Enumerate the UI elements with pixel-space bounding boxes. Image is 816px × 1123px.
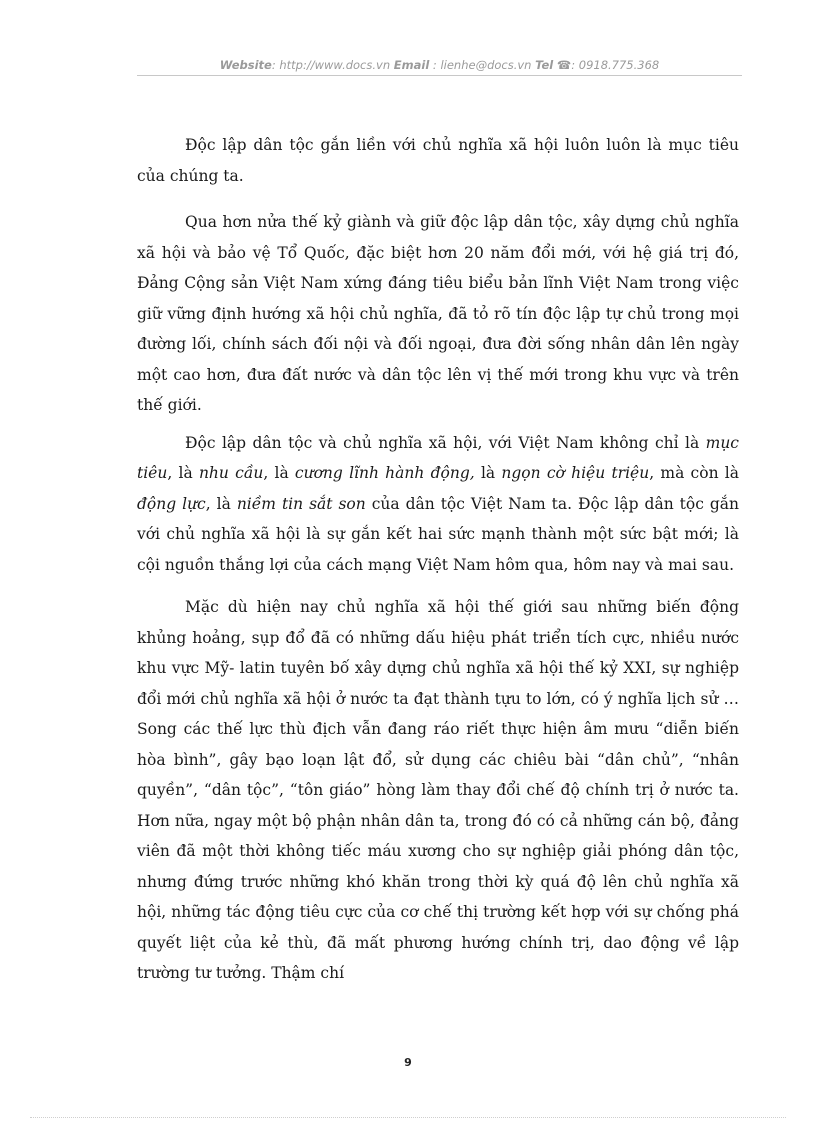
website-url[interactable]: : http://www.docs.vn <box>271 58 394 72</box>
email-label: Email <box>393 58 430 72</box>
p3-text-5: , mà còn là <box>649 464 739 482</box>
paragraph-4: Mặc dù hiện nay chủ nghĩa xã hội thế giới sau những biến động khủng hoảng, sụp đổ đã có những dấu hiệu phát triển tích cực, nhiều nước khu vực Mỹ- latin tuyên bố xây dựng chủ nghĩa xã hội thế kỷ XXI, sự nghiệp đổi mới chủ nghĩa xã hội ở nước ta đạt thành tựu to lớn, có ý nghĩa lịch sử … Song các thế lực thù địch vẫn đang ráo riết thực hiện âm mưu “diễn biến hòa bình”, gây bạo loạn lật đổ, sử dụng các chiêu bài “dân chủ”, “nhân quyền”, “dân tộc”, “tôn giáo” hòng làm thay đổi chế độ chính trị ở nước ta. Hơn nữa, ngay một bộ phận nhân dân ta, trong đó có cả những cán bộ, đảng viên đã một thời không tiếc máu xương cho sự nghiệp giải phóng dân tộc, nhưng đứng trước những khó khăn trong thời kỳ quá độ lên chủ nghĩa xã hội, những tác động tiêu cực của cơ chế thị trường kết hợp với sự chống phá quyết liệt của kẻ thù, đã mất phương hướng chính trị, dao động về lập trường tư tưởng. Thậm chí <box>137 598 739 982</box>
p3-italic-ngon-co: ngọn cờ hiệu triệu <box>501 464 650 482</box>
tel-number: : 0918.775.368 <box>571 58 660 72</box>
p3-text-6: , là <box>205 494 237 513</box>
p3-italic-muc-tieu: mục tiêu <box>137 433 739 482</box>
paragraph-3 <box>137 428 739 581</box>
tel-label: Tel <box>535 58 554 72</box>
phone-icon: ☎ <box>556 58 572 72</box>
header-divider <box>137 75 742 76</box>
p3-text-4: là <box>474 464 502 482</box>
p3-italic-cuong-linh: cương lĩnh hành động, <box>294 464 475 482</box>
website-label: Website <box>219 58 272 72</box>
document-body <box>137 130 739 989</box>
email-address[interactable]: : lienhe@docs.vn <box>429 58 536 72</box>
p3-italic-nhu-cau: nhu cầu <box>198 464 264 482</box>
p3-text-1: Độc lập dân tộc và chủ nghĩa xã hội, với Việt Nam không chỉ là <box>185 433 706 452</box>
p3-italic-niem-tin: niềm tin sắt son <box>236 494 366 513</box>
page-number: 9 <box>404 1056 412 1069</box>
paragraph-1: Độc lập dân tộc gắn liền với chủ nghĩa xã hội luôn luôn là mục tiêu của chúng ta. <box>137 136 739 185</box>
page-header <box>137 56 742 76</box>
paragraph-2: Qua hơn nửa thế kỷ giành và giữ độc lập dân tộc, xây dựng chủ nghĩa xã hội và bảo vệ Tổ Quốc, đặc biệt hơn 20 năm đổi mới, với hệ giá trị đó, Đảng Cộng sản Việt Nam xứng đáng tiêu biểu bản lĩnh Việt Nam trong việc giữ vững định hướng xã hội chủ nghĩa, đã tỏ rõ tín độc lập tự chủ trong mọi đường lối, chính sách đối nội và đối ngoại, đưa đời sống nhân dân lên ngày một cao hơn, đưa đất nước và dân tộc lên vị thế mới trong khu vực và trên thế giới. <box>137 213 739 414</box>
footer-divider <box>30 1117 786 1118</box>
p3-italic-dong-luc: động lực <box>137 494 206 513</box>
p3-text-7: của dân tộc Việt Nam ta. Độc lập dân tộc gắn với chủ nghĩa xã hội là sự gắn kết hai sức mạnh thành một sức bật mới; là cội nguồn thắng lợi của cách mạng Việt Nam hôm qua, hôm nay và mai sau. <box>137 494 739 574</box>
p3-text-2: , là <box>167 464 199 482</box>
p3-text-3: , là <box>263 464 295 482</box>
